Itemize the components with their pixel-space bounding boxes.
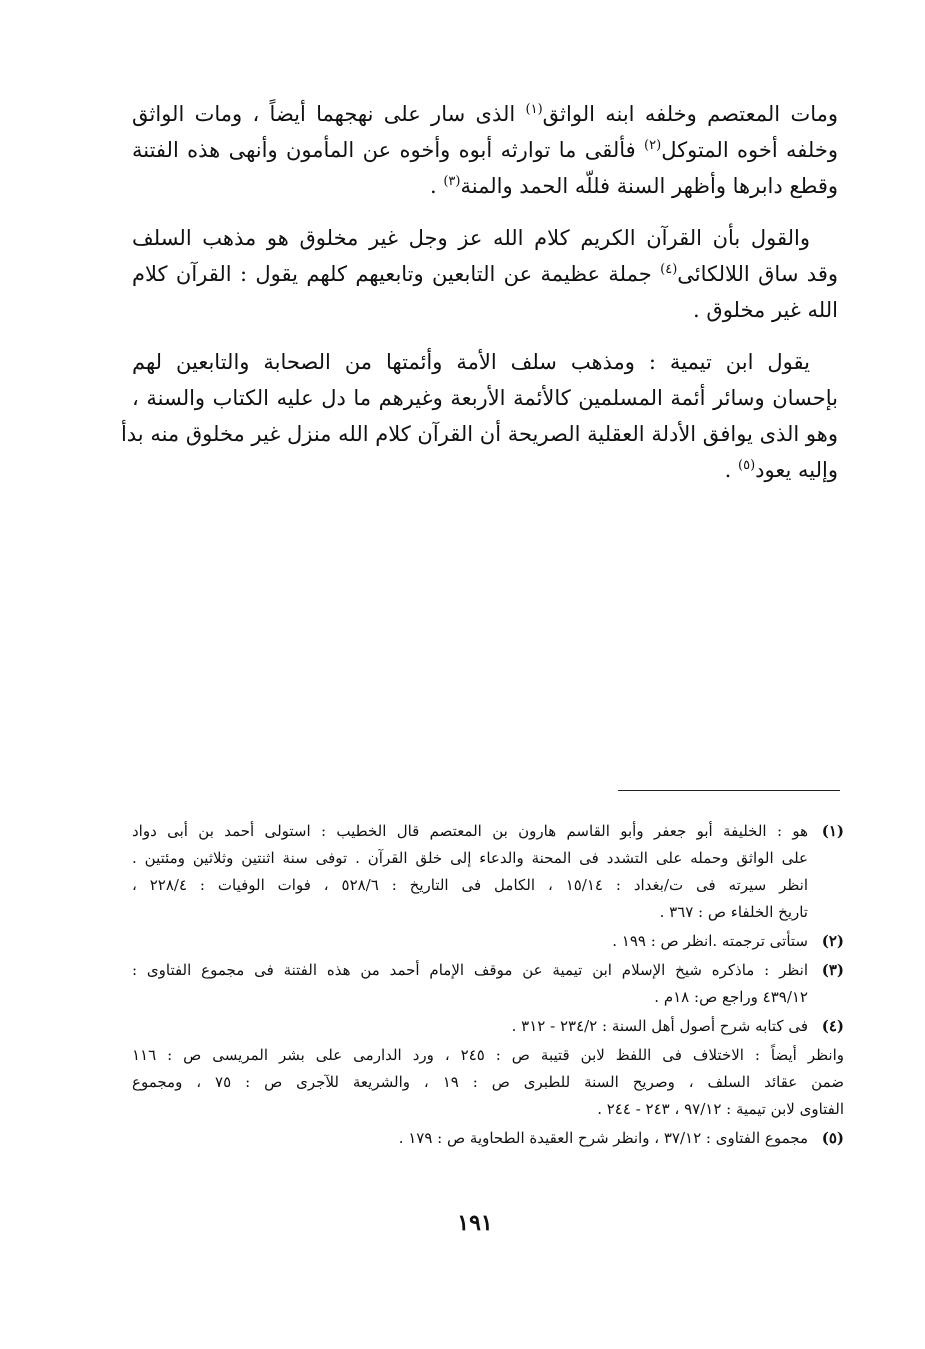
footnote-body — [132, 1125, 808, 1152]
footnote-number: (٢) — [821, 932, 844, 950]
text-line: وقد ساق اللالكائى$^{(٤)}$ جملة عظيمة عن التابعين وتابعيهم كلهم يقول : القرآن كلام — [132, 262, 838, 286]
text-line: ومات المعتصم وخلفه ابنه الواثق$^{(١)}$ الذى سار على نهجهما أيضاً ، ومات الواثق — [132, 102, 838, 126]
footnote-number: (٥) — [821, 1129, 844, 1147]
footnote-body — [132, 957, 808, 1011]
text-line: بإحسان وسائر أئمة المسلمين كالأئمة الأربعة وغيرهم ما دل عليه الكتاب والسنة ، — [132, 386, 838, 410]
footnote-ref[interactable]: (٤) — [660, 262, 678, 277]
footnote-line: تاريخ الخلفاء ص : ٣٦٧ . — [659, 903, 808, 921]
footnote-line: الفتاوى لابن تيمية : ٩٧/١٢ ، ٢٤٣ - ٢٤٤ . — [597, 1100, 844, 1118]
text-line: وهو الذى يوافق الأدلة العقلية الصريحة أن القرآن كلام الله منزل غير مخلوق منه بدأ — [120, 422, 838, 446]
text-line: يقول ابن تيمية : ومذهب سلف الأمة وأئمتها من الصحابة والتابعين لهم — [132, 350, 810, 374]
footnote-1 — [132, 818, 844, 926]
text-line: وقطع دابرها وأظهر السنة فللّه الحمد والمنة$^{(٣)}$ . — [429, 174, 838, 198]
paragraph-1 — [132, 96, 838, 204]
footnote-5 — [132, 1125, 844, 1152]
footnote-line: فى كتابه شرح أصول أهل السنة : ٢٣٤/٢ - ٣١٢ . — [511, 1017, 808, 1035]
footnote-line: هو : الخليفة أبو جعفر وأبو القاسم هارون بن المعتصم قال الخطيب : استولى أحمد بن أبى دواد — [132, 822, 808, 840]
footnote-ref[interactable]: (٥) — [738, 458, 756, 473]
footnote-number: (٣) — [821, 961, 844, 979]
footnote-line: مجموع الفتاوى : ٣٧/١٢ ، وانظر شرح العقيدة الطحاوية ص : ١٧٩ . — [398, 1129, 808, 1147]
footnote-line: ستأتى ترجمته .انظر ص : ١٩٩ . — [612, 932, 808, 950]
footnote-line: ضمن عقائد السلف ، وصريح السنة للطبرى ص : ١٩ ، والشريعة للآجرى ص : ٧٥ ، ومجموع — [132, 1073, 844, 1091]
text-line: وخلفه أخوه المتوكل$^{(٢)}$ فألقى ما توارثه أبوه وأخوه عن المأمون وأنهى هذه الفتنة — [132, 138, 838, 162]
footnote-body — [132, 818, 808, 926]
footnote-line: انظر : ماذكره شيخ الإسلام ابن تيمية عن موقف الإمام أحمد من هذه الفتنة فى مجموع الفتاوى : — [132, 961, 808, 979]
footnote-ref[interactable]: (٢) — [644, 138, 662, 153]
footnote-4-continuation — [132, 1042, 844, 1123]
footnote-4 — [132, 1013, 844, 1040]
text-line: الله غير مخلوق . — [693, 298, 838, 322]
footnote-line: انظر سيرته فى ت/بغداد : ١٥/١٤ ، الكامل فى التاريخ : ٥٢٨/٦ ، فوات الوفيات : ٢٢٨/٤ ، — [132, 876, 809, 894]
footnote-number: (٤) — [821, 1017, 844, 1035]
footnote-line: وانظر أيضاً : الاختلاف فى اللفظ لابن قتيبة ص : ٢٤٥ ، ورد الدارمى على بشر المريسى ص : ١١٦ — [132, 1046, 844, 1064]
page-number: ١٩١ — [457, 1210, 493, 1236]
text-line: والقول بأن القرآن الكريم كلام الله عز وجل غير مخلوق هو مذهب السلف — [132, 226, 810, 250]
paragraph-3 — [120, 344, 838, 488]
footnote-body — [132, 928, 808, 955]
footnote-separator — [618, 790, 840, 791]
footnote-line: على الواثق وحمله على التشدد فى المحنة والدعاء إلى خلق القرآن . توفى سنة اثنتين وثلاثين ومئتين . — [132, 849, 808, 867]
footnote-body — [132, 1013, 808, 1040]
text-line: وإليه يعود$^{(٥)}$ . — [724, 458, 838, 482]
footnotes — [132, 818, 844, 1154]
footnote-2 — [132, 928, 844, 955]
main-text — [120, 96, 838, 504]
footnote-line: ٤٣٩/١٢ وراجع ص: ١٨م . — [654, 988, 808, 1006]
footnote-number: (١) — [821, 822, 844, 840]
footnote-3 — [132, 957, 844, 1011]
footnote-ref[interactable]: (٣) — [443, 174, 461, 189]
paragraph-2 — [132, 220, 838, 328]
footnote-ref[interactable]: (١) — [525, 102, 543, 117]
